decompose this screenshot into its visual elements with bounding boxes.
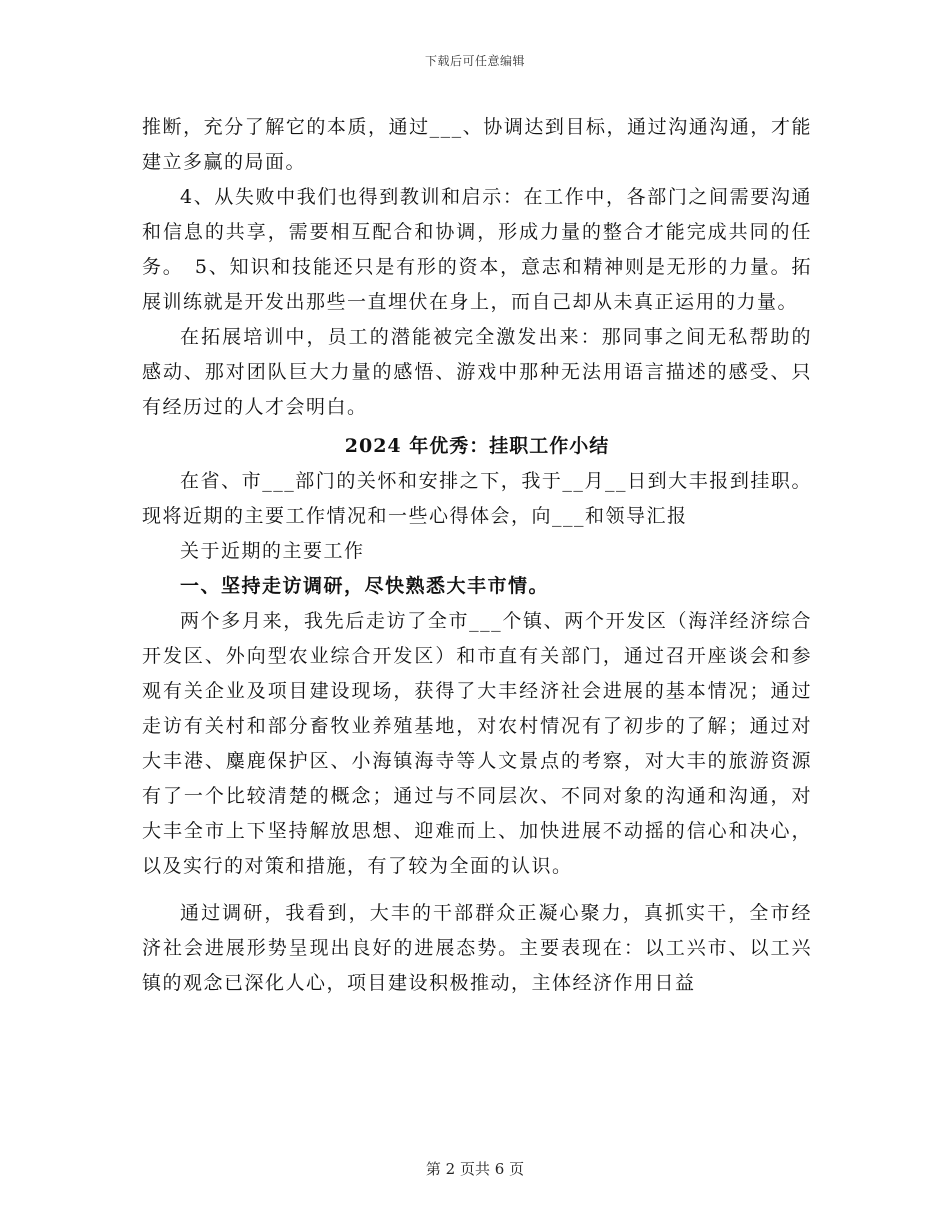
subheading-1: 一、坚持走访调研，尽快熟悉大丰市情。 [180, 575, 550, 597]
paragraph-1: 推断，充分了解它的本质，通过___、协调达到目标，通过沟通沟通，才能建立多赢的局面。 [142, 116, 812, 173]
page-header: 下载后可任意编辑 [424, 54, 525, 68]
paragraph-2: 4、从失败中我们也得到教训和启示：在工作中，各部门之间需要沟通和信息的共享，需要相互配合和协调，形成力量的整合才能完成共同的任务。 5、知识和技能还只是有形的资本，意志和精神则是无形的力量。拓展训练就是开发出那些一直埋伏在身上，而自己却从未真正运用的力量。 [142, 186, 812, 313]
paragraph-5: 关于近期的主要工作 [180, 540, 365, 562]
paragraph-3: 在拓展培训中，员工的潜能被完全激发出来：那同事之间无私帮助的感动、那对团队巨大力量的感悟、游戏中那种无法用语言描述的感受、只有经历过的人才会明白。 [142, 326, 812, 418]
section-title: 2024 年优秀：挂职工作小结 [344, 435, 610, 457]
document-body [142, 110, 812, 1013]
paragraph-4: 在省、市___部门的关怀和安排之下，我于__月__日到大丰报到挂职。现将近期的主要工作情况和一些心得体会，向___和领导汇报 [142, 470, 812, 527]
paragraph-6: 两个多月来，我先后走访了全市___个镇、两个开发区（海洋经济综合开发区、外向型农业综合开发区）和市直有关部门，通过召开座谈会和参观有关企业及项目建设现场，获得了大丰经济社会进展的基本情况；通过走访有关村和部分畜牧业养殖基地，对农村情况有了初步的了解；通过对大丰港、麋鹿保护区、小海镇海寺等人文景点的考察，对大丰的旅游资源有了一个比较清楚的概念；通过与不同层次、不同对象的沟通和沟通，对大丰全市上下坚持解放思想、迎难而上、加快进展不动摇的信心和决心，以及实行的对策和措施，有了较为全面的认识。 [142, 610, 812, 877]
page-footer: 第 2 页共 6 页 [425, 1160, 525, 1178]
paragraph-7: 通过调研，我看到，大丰的干部群众正凝心聚力，真抓实干，全市经济社会进展形势呈现出良好的进展态势。主要表现在：以工兴市、以工兴镇的观念已深化人心，项目建设积极推动，主体经济作用日益 [142, 902, 812, 994]
